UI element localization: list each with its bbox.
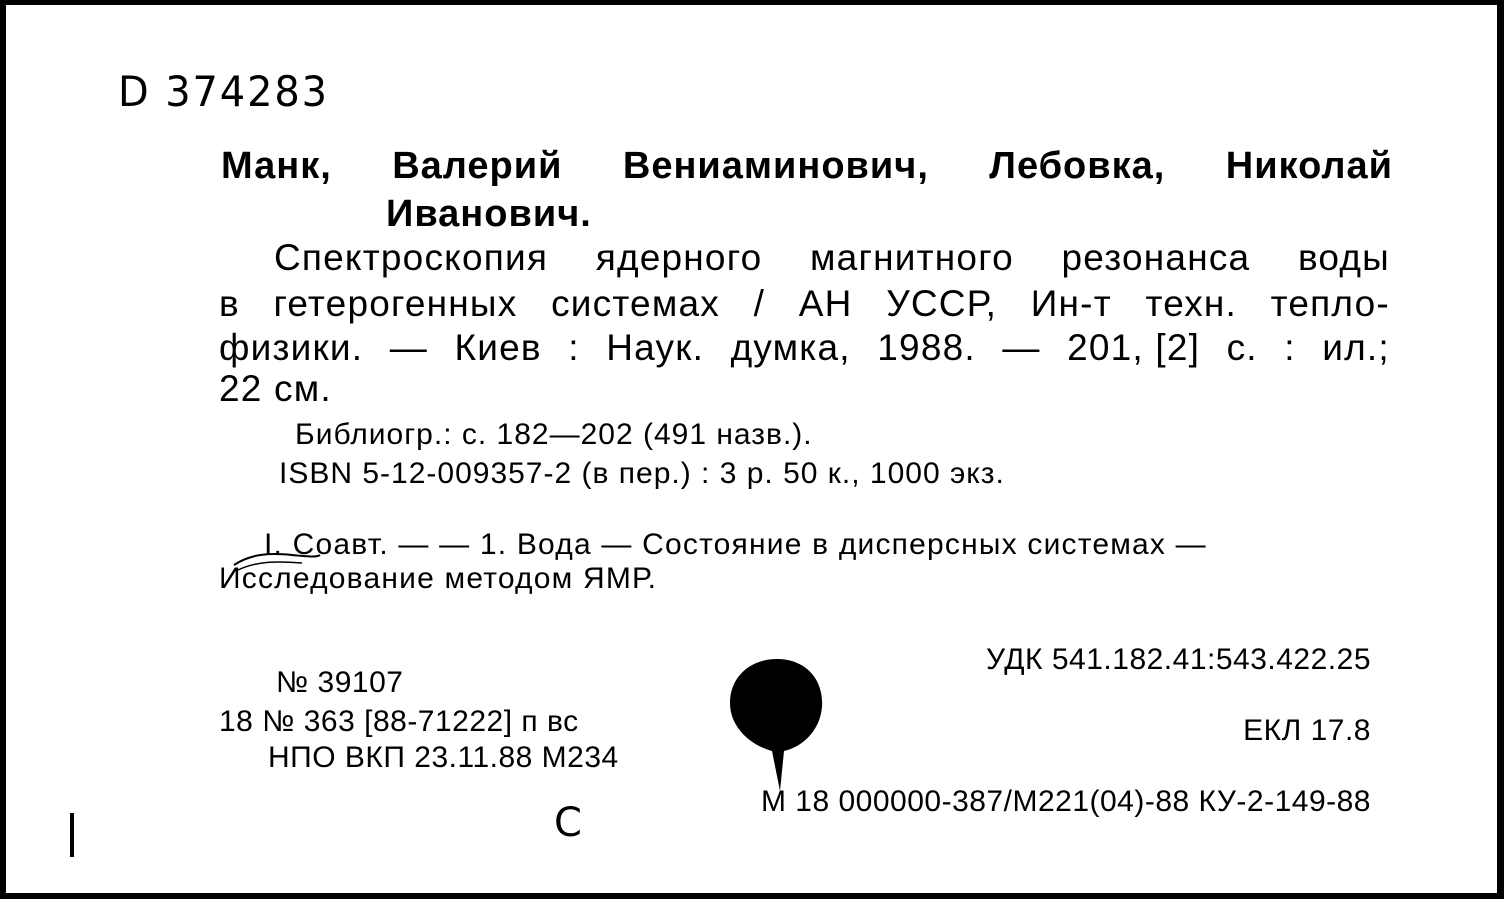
description-word: УССР, <box>886 283 998 324</box>
description-word: 201, [2] <box>1067 327 1201 368</box>
description-word: / <box>753 283 766 324</box>
subject-headings-line-1: I. Соавт. — — 1. Вода — Состояние в дисперсных системах — <box>264 528 1207 561</box>
inventory-number: № 39107 <box>276 666 404 699</box>
punch-hole-mark <box>722 655 832 795</box>
description-word: с. <box>1226 327 1258 368</box>
stamp-letter: С <box>554 800 582 846</box>
authors-line-1 <box>221 145 1393 188</box>
description-word: Киев <box>454 327 542 368</box>
margin-tick-mark <box>70 813 74 857</box>
description-word: резонанса <box>1061 237 1251 278</box>
description-line-1 <box>274 237 1390 279</box>
author-word: Вениаминович, <box>622 145 929 187</box>
description-word: Наук. <box>606 327 705 368</box>
description-word: Ин-т <box>1030 283 1112 324</box>
description-word: ил.; <box>1322 327 1390 368</box>
description-word: думка, <box>730 327 851 368</box>
description-word: в <box>219 283 240 324</box>
description-word: : <box>568 327 580 368</box>
author-word: Николай <box>1225 145 1393 187</box>
call-number: D 374283 <box>118 67 329 116</box>
description-word: АН <box>798 283 853 324</box>
ekl-code: ЕКЛ 17.8 <box>1243 714 1371 747</box>
description-line-4: 22 см. <box>219 368 332 409</box>
author-word: Валерий <box>392 145 563 187</box>
description-word: Спектроскопия <box>274 237 549 278</box>
description-word: гетерогенных <box>273 283 518 324</box>
description-word: : <box>1284 327 1296 368</box>
description-word: 1988. <box>877 327 976 368</box>
description-word: воды <box>1297 237 1390 278</box>
description-word: магнитного <box>810 237 1014 278</box>
publisher-code: М 18 000000-387/М221(04)-88 КУ-2-149-88 <box>760 785 1371 818</box>
author-word: Манк, <box>221 145 332 187</box>
printer-info: НПО ВКП 23.11.88 М234 <box>268 741 619 774</box>
description-line-2 <box>219 283 1390 325</box>
description-word: — <box>1002 327 1041 368</box>
description-word: — <box>389 327 428 368</box>
author-word: Лебовка, <box>989 145 1166 187</box>
isbn-price-note: ISBN 5-12-009357-2 (в пер.) : 3 р. 50 к., 1000 экз. <box>279 457 1005 490</box>
description-word: тепло- <box>1270 283 1390 324</box>
subject-headings-line-2: Исследование методом ЯМР. <box>219 562 658 595</box>
description-word: ядерного <box>595 237 763 278</box>
description-word: физики. <box>219 327 364 368</box>
udk-code: УДК 541.182.41:543.422.25 <box>986 643 1371 676</box>
description-word: техн. <box>1145 283 1238 324</box>
order-number: 18 № 363 [88-71222] п вс <box>219 705 579 738</box>
bibliography-note: Библиогр.: с. 182—202 (491 назв.). <box>295 418 813 451</box>
description-line-3 <box>219 327 1390 369</box>
description-word: системах <box>551 283 720 324</box>
authors-line-2: Иванович. <box>386 193 592 235</box>
